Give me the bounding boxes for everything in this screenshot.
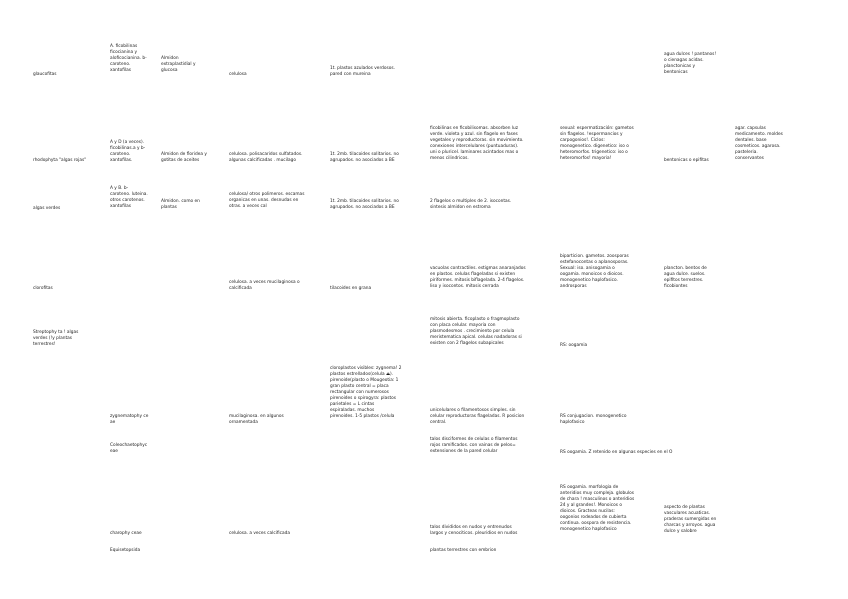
flagella-streptophyta: mitosis abierta. ficoplasto o fragmoplasto con placa celular. mayoria con plasmodesmos . crecimiento por celula meristematica apical. celulas nadadoras si existen con 2 flagelos subapicales	[430, 317, 522, 346]
group-streptophyta: Streptophy ta ! algas verdes (!y plantas terrestres!	[33, 330, 79, 347]
reproduction-charophyceae: RS oogamia. morfologia de anteridios muy compleja. globulos de chara ! masculinos o anteridios 24 y al grandes!. Monoicos o dioicos. Gracteas nucilas: oogonios rodeados de cubierta continua. oospora de resistencia. monogenetico haplofasico	[560, 485, 635, 532]
group-equisetopsida: Equisetopsida	[110, 548, 141, 553]
habitat-glaucofitas: agua dulces ! pantanos! o cienagas acidas. planctonicas y bentonicas	[664, 52, 717, 75]
pigments-glaucofitas: A. ficobilinas ficocianina y aloficocianina. b- caroteno. xantofilas	[110, 44, 147, 73]
reproduction-streptophyta: RS: oogamia	[560, 343, 588, 348]
reserve-rodofitas: Almidon de floridea y gotitas de aceites	[161, 152, 207, 163]
reproduction-rodofitas: sexual: espermatización: gametos sin flagelos. !espermancios y carpogonios!. Ciclos: monogenetico. digenetico: iso o heteromorfos. trigenetico: iso o heteromorfos! mayoria!	[560, 126, 634, 161]
habitat-charophyceae: aspecto de plantas vasculares acuaticas. praderas sumergidas en charcas y arroyos. agua dulce y salobre	[664, 505, 717, 534]
habitat-clorofitas: plancton. bentos de agua dulce. suelos. epifitos terrestres. ficobiontes	[664, 266, 707, 289]
reserve-algas-verdes: Almidon. como en plantas	[161, 199, 200, 210]
reproduction-zygnematophyceae: RS conjugacion. monogenetico haplofasico	[560, 414, 627, 425]
group-charophyceae: charophy ceae	[110, 531, 142, 536]
wall-glaucofitas: celulosa	[229, 72, 247, 77]
group-coleochaetophyceae: Coleochaetophyc eae	[110, 443, 148, 454]
wall-rodofitas: celulosa. polisacaridos sulfatados. algunas calcificadas . mucilago	[229, 152, 303, 163]
flagella-equisetopsida: plantas terrestres con embrion	[430, 548, 497, 553]
flagella-coleochaetophyceae: talos disciformes de celulas o filamentos rojos ramificados. con vainas de pelos= extensiones de la pared celular	[430, 437, 518, 454]
wall-algas-verdes: celulosa/ otros polimeros. escamas organicas en unas. desnudas en otras. a veces cal	[229, 192, 305, 209]
flagella-clorofitas: vacuolas contractiles. estigmas anaranjados en plastos. celulas flageladas si existen piriformes. mitosis biflagelada. 2-4 flagelos. liso y isocontos. mitosis cerrada	[430, 266, 526, 289]
habitat-rodofitas: bentonicas o epifitas	[664, 158, 709, 163]
flagella-rodofitas: ficobilinas en ficobilisomas. absorben luz verde. violeta y azul. sin flagelo en fases vegetales y reproductoras. sin movimiento. conexiones intercelulares (puntuaduras). uni o pluricel. laminares acintados mas o menos cilindricos.	[430, 126, 524, 161]
pigments-rodofitas: A y D (a veces). ficobilinas.a y b- caroteno. xantofilas.	[110, 140, 146, 163]
wall-zygnematophyceae: mucilaginosa. en algunos ornamentada	[229, 414, 284, 425]
flagella-algas-verdes: 2 flagelos o multiples de 2. isocontas. sintesis almidon en estroma	[430, 199, 512, 210]
plastids-algas-verdes: 1t. 2mb. tilacoides solitarios. no agrupados. no asociados a BE	[330, 199, 399, 210]
group-algas-verdes: algas verdes	[33, 206, 61, 211]
group-rodofitas: rhodophyta "algas rojas"	[33, 158, 87, 163]
wall-clorofitas: celulosa. a veces mucilaginosa o calcificada	[229, 280, 300, 291]
reserve-glaucofitas: Almidon extraplastidial y glucosa	[161, 56, 196, 73]
plastids-glaucofitas: 1t. plastos azulados verdosos. pared con mureina	[330, 66, 395, 77]
group-zygnematophyceae: zygnematophy ce ae	[110, 414, 149, 425]
reproduction-coleochaetophyceae: RS oogamia. Z retenido en algunas especies en el O	[560, 450, 673, 455]
wall-charophyceae: celulosa. a veces calcificada	[229, 531, 290, 536]
group-glaucofitas: glaucofitas	[33, 72, 57, 77]
plastids-zygnematophyceae: cloroplastos visibles: zygnema! 2 plastos estrellados(celula ⏏). pirenoide(plasto o Mougeotia: 1 gran plasto central = placa rectangular con numerosos pirenoides o spirogyra: plastos parietales = L cintas espiraladas. muchos pirenoides. 1-5 plastos /celula	[330, 366, 402, 419]
group-clorofitas: clorofitas	[33, 286, 53, 291]
uses-rodofitas: agar. capsulas medicamento. moldes dentales. base cosmeticos. agarosa. pasteleria. conservantes	[735, 126, 783, 161]
reproduction-clorofitas: biparticion. gametos. zoosporas estefanocontas o aplanosporas. Sexual: iso. anisogamia o oogamia. monoicos o dioicos. monogenetico haplofasico. androsporas	[560, 254, 629, 289]
flagella-charophyceae: talos divididos en nudos y entrenudos largos y cenociticos. pleuridios en nudos	[430, 525, 518, 536]
pigments-algas-verdes: A y B. b- caroteno. luteina. otros carotenos. xantofilas	[110, 186, 148, 209]
flagella-zygnematophyceae: unicelulares o filamentosos simples. sin celular reproductoras flageladas. R posicion central.	[430, 408, 525, 425]
plastids-rodofitas: 1t. 2mb. tilacoides solitarios. no agrupados. no asociados a BE	[330, 152, 399, 163]
plastids-clorofitas: tilacoides en grana	[330, 286, 372, 291]
